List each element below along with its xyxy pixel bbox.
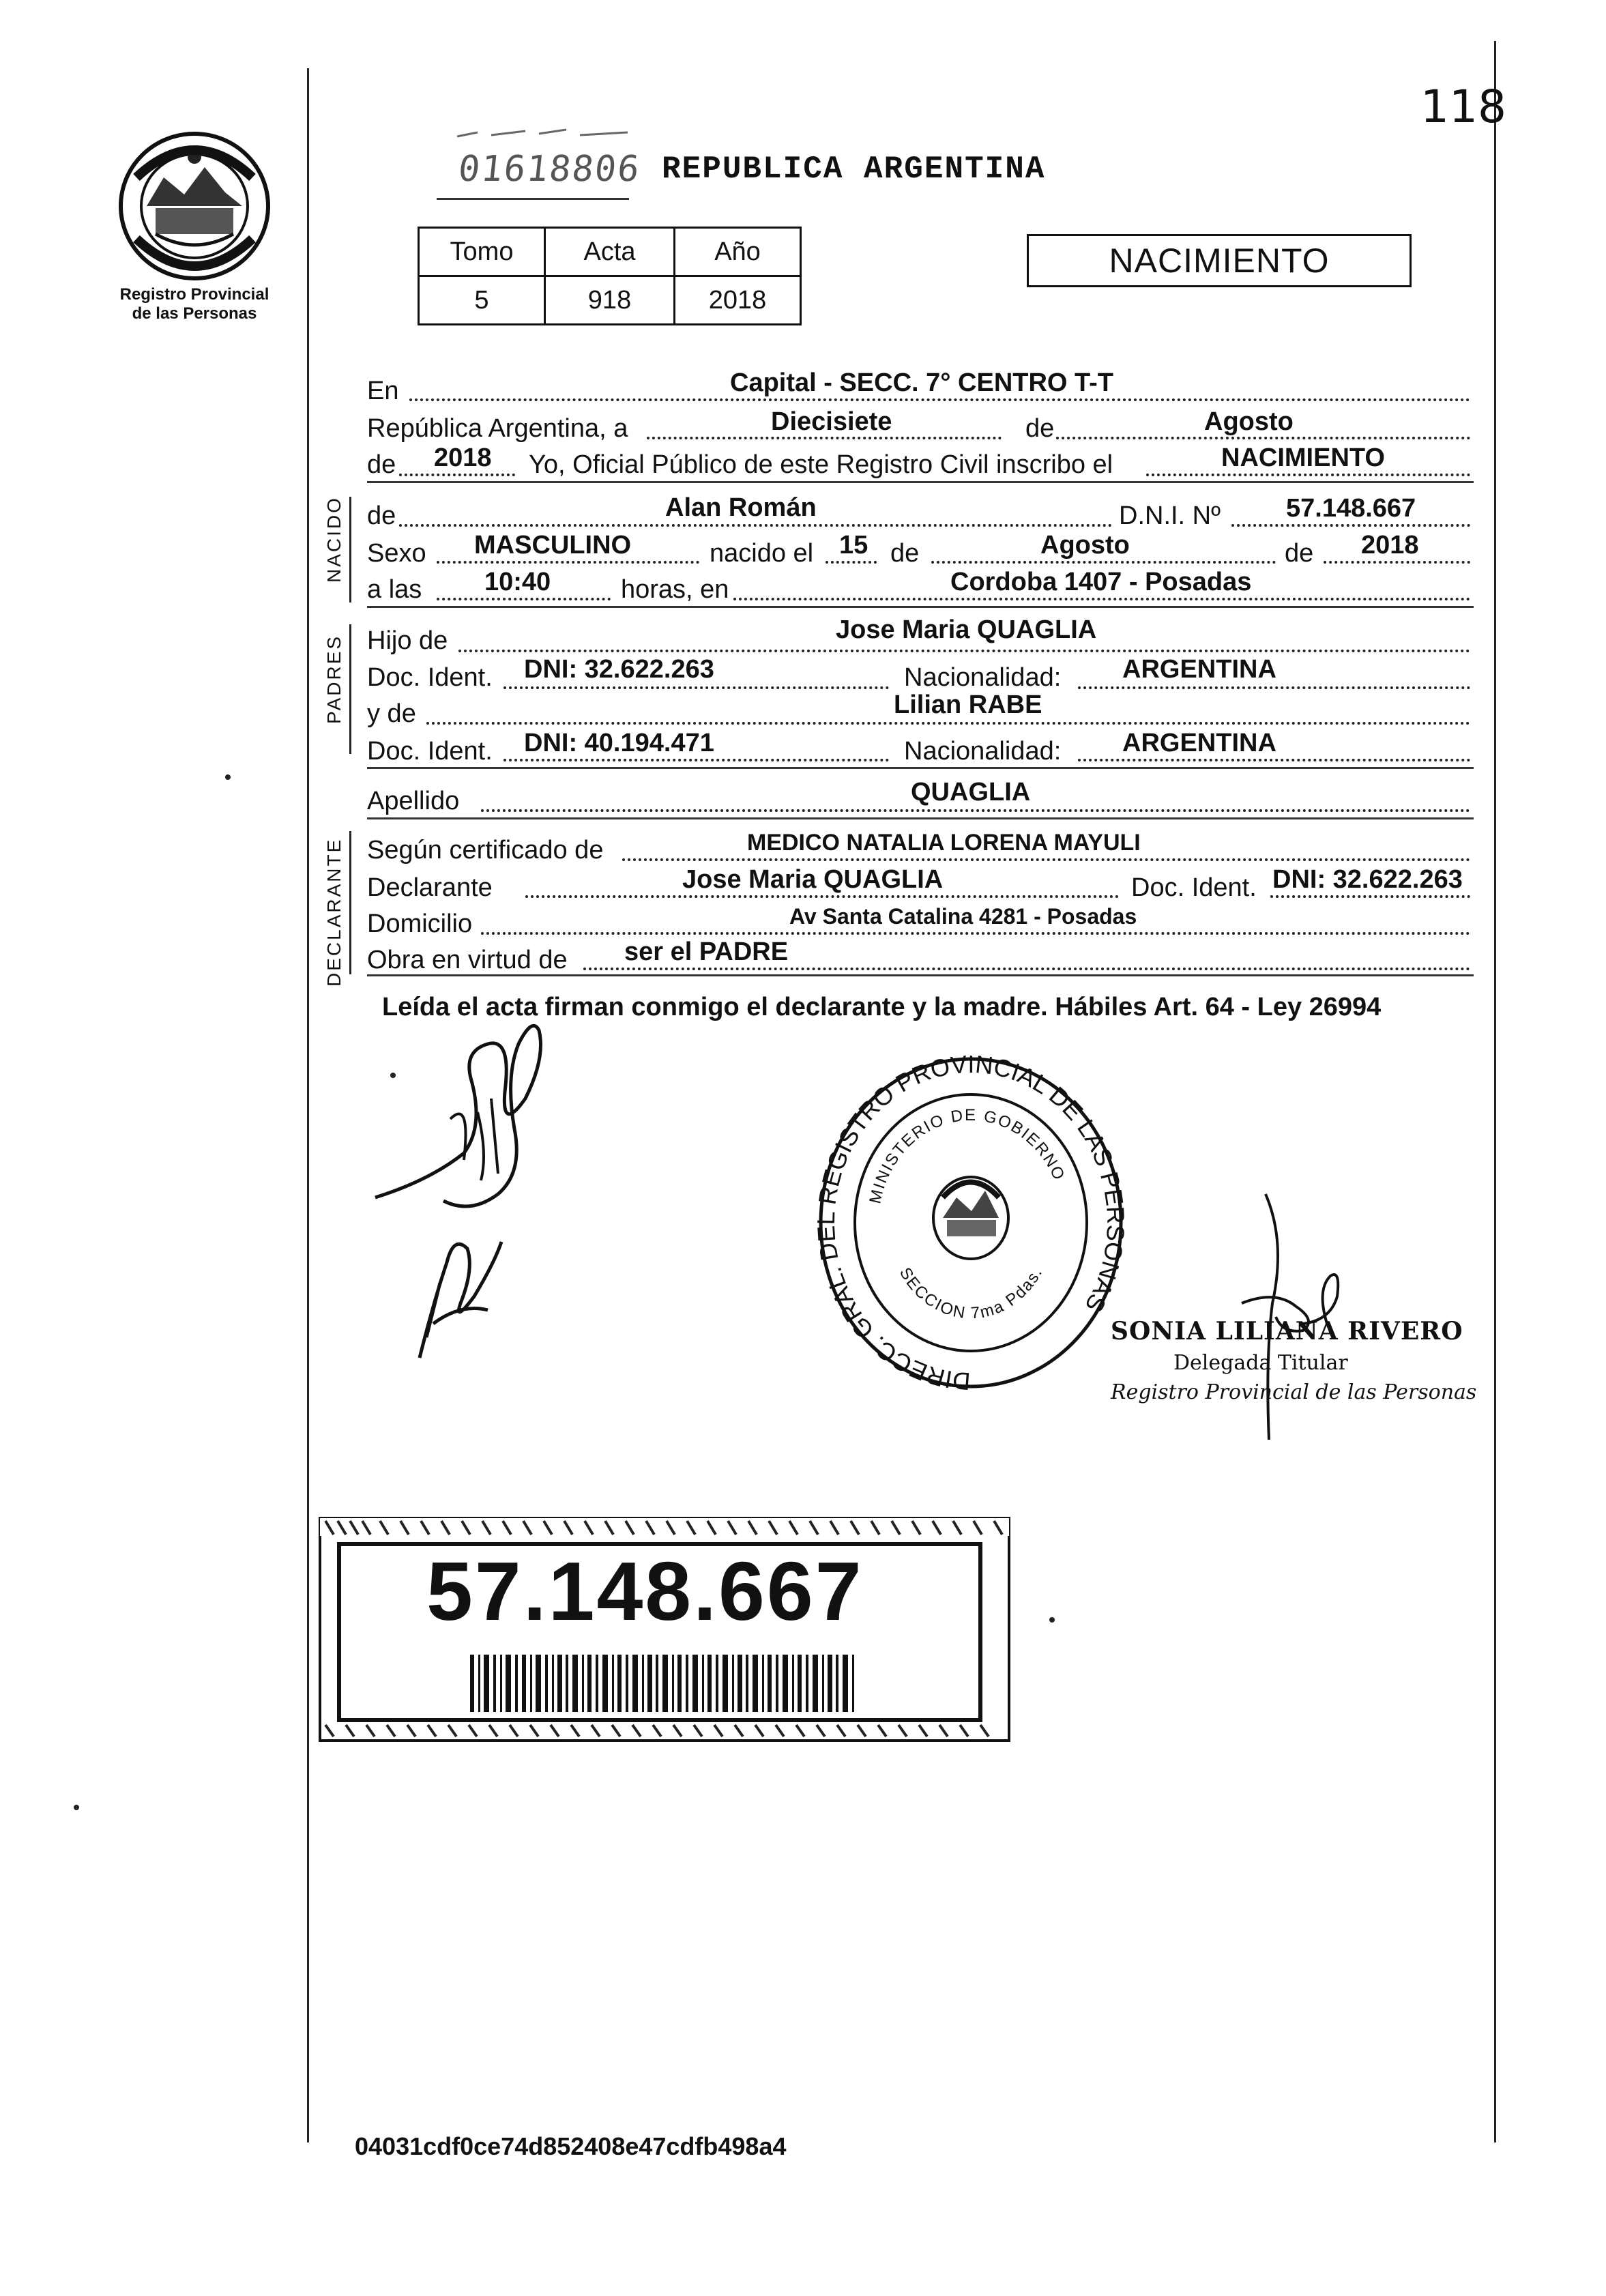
madre-doc: DNI: 40.194.471 [524,729,714,757]
mes-dots [1056,437,1470,439]
y-de-label: y de [367,699,416,728]
horas-en-label: horas, en [621,575,729,604]
anio-value: 2018 [434,444,492,472]
closing-text: Leída el acta firman conmigo el declarante y la madre. Hábiles Art. 64 - Ley 26994 [382,993,1382,1021]
padre-doc-dots [503,686,889,689]
seal-outer-text: DIRECC. GRAL. DEL REGISTRO PROVINCIAL DE LAS PERSONAS [813,1051,1128,1395]
province-crest-logo [116,130,273,283]
nacido-lugar: Cordoba 1407 - Posadas [950,568,1252,596]
left-margin-line [307,68,309,2142]
nacido-mes: Agosto [1040,531,1130,560]
serial-smudge [450,123,634,143]
declarante-doc-label: Doc. Ident. [1131,873,1257,902]
inscribo-text: Yo, Oficial Público de este Registro Civil inscribo el [529,450,1113,479]
domicilio-dots [481,932,1470,935]
nacido-dia: 15 [839,531,868,560]
mes-nac-dots [931,561,1276,564]
scan-dot [74,1805,79,1810]
seal-inner-top-text: MINISTERIO DE GOBIERNO [866,1105,1069,1206]
declarante-dots [525,895,1119,898]
anio-nac-dots [1324,561,1470,564]
apellido-dots [481,809,1470,812]
padre-nac-dots [1078,686,1470,689]
lugar-rule [367,481,1474,483]
inscribo-dots [1146,474,1470,476]
acta-value: 918 [545,276,675,325]
padres-rule [367,767,1474,769]
madre-doc-label: Doc. Ident. [367,737,493,766]
declarante-label: Declarante [367,873,493,902]
madre-nac: ARGENTINA [1122,729,1276,757]
page-number: 118 [1420,81,1506,133]
tomo-acta-anio-table [418,227,802,325]
madre-nombre: Lilian RABE [894,691,1042,719]
scan-dot [225,774,231,780]
nacido-de-label: de [367,502,396,530]
signature-madre [406,1221,515,1365]
nombre-dots [399,524,1112,527]
declarante-doc-dots [1270,895,1470,898]
document-hash: 04031cdf0ce74d852408e47cdfb498a4 [355,2132,787,2160]
nacido-dni: 57.148.667 [1286,494,1416,523]
declarante-doc: DNI: 32.622.263 [1272,865,1463,894]
padre-doc-label: Doc. Ident. [367,663,493,692]
sexo-label: Sexo [367,539,426,568]
org-name [102,285,287,323]
padres-bar [349,624,351,754]
certificado-value: MEDICO NATALIA LORENA MAYULI [747,830,1141,856]
padres-section-label: PADRES [323,634,345,724]
dia-dots [647,437,1002,439]
serial-underline [437,198,629,200]
declarante-section-label: DECLARANTE [323,837,345,987]
apellido-label: Apellido [367,787,460,815]
republica-label: República Argentina, a [367,414,628,443]
dni-number: 57.148.667 [426,1545,864,1638]
en-label: En [367,377,399,405]
obra-label: Obra en virtud de [367,946,568,974]
en-dots [409,398,1470,401]
madre-nac-dots [1078,759,1470,761]
acta-header: Acta [545,228,675,276]
mes-value: Agosto [1204,407,1294,436]
declarante-rule [367,974,1474,976]
nacido-nombre: Alan Román [665,493,817,522]
signatory-org: Registro Provincial de las Personas [1111,1380,1477,1404]
hora-dots [437,598,611,600]
declarante-bar [349,831,351,974]
org-name-line1: Registro Provincial [119,285,269,304]
official-seal [813,1051,1128,1395]
dni-label: D.N.I. Nº [1119,502,1221,530]
scan-dot [1049,1617,1055,1623]
nacido-rule [367,606,1474,608]
de2-label: de [367,450,396,479]
scan-dot [390,1073,396,1078]
anio-header: Año [675,228,801,276]
de-label: de [1025,414,1055,443]
nacido-hora: 10:40 [484,568,551,596]
declarante-nombre: Jose Maria QUAGLIA [682,865,944,894]
domicilio-value: Av Santa Catalina 4281 - Posadas [789,904,1137,929]
nacido-el-label: nacido el [710,539,814,568]
signature-declarante [368,1017,587,1215]
madre-nac-label: Nacionalidad: [904,737,1062,766]
apellido-value: QUAGLIA [911,778,1031,806]
nacido-bar [349,497,351,602]
lugar-nac-dots [733,598,1470,600]
dia-value: Diecisiete [771,407,892,436]
obra-value: ser el PADRE [624,938,789,966]
serial-number: 01618806 [456,149,643,190]
right-margin-line [1494,41,1496,2142]
padre-nombre: Jose Maria QUAGLIA [836,615,1097,644]
seal-inner-bottom-text: SECCION 7ma Pdas. [895,1264,1047,1323]
dia-nac-dots [826,561,877,564]
signatory-name: SONIA LILIANA RIVERO [1111,1317,1463,1346]
domicilio-label: Domicilio [367,910,473,938]
nacido-de-label2: de [890,539,920,568]
anio-value: 2018 [675,276,801,325]
segun-label: Según certificado de [367,836,604,864]
a-las-label: a las [367,575,422,604]
signatory-role: Delegada Titular [1173,1351,1348,1375]
en-value: Capital - SECC. 7° CENTRO T-T [730,368,1114,397]
nacido-sexo: MASCULINO [474,531,632,560]
certificado-dots [622,858,1470,861]
padre-nac-label: Nacionalidad: [904,663,1062,692]
dni-dots [1231,524,1470,527]
seal-crest-icon [933,1177,1008,1259]
apellido-rule [367,817,1474,819]
nacido-section-label: NACIDO [323,496,345,583]
padre-doc: DNI: 32.622.263 [524,655,714,684]
org-name-line2: de las Personas [132,304,257,323]
tomo-header: Tomo [419,228,545,276]
tomo-value: 5 [419,276,545,325]
hijo-de-label: Hijo de [367,626,448,655]
madre-dots [426,722,1470,725]
obra-dots [583,968,1470,970]
record-type-box: NACIMIENTO [1027,234,1412,287]
sexo-dots [437,561,699,564]
inscribo-value: NACIMIENTO [1221,444,1385,472]
nacido-anio: 2018 [1361,531,1419,560]
padre-nac: ARGENTINA [1122,655,1276,684]
country-heading: REPUBLICA ARGENTINA [662,151,1046,187]
madre-doc-dots [503,759,889,761]
padre-dots [458,650,1470,652]
anio-dots [399,474,515,476]
nacido-de-label3: de [1285,539,1314,568]
